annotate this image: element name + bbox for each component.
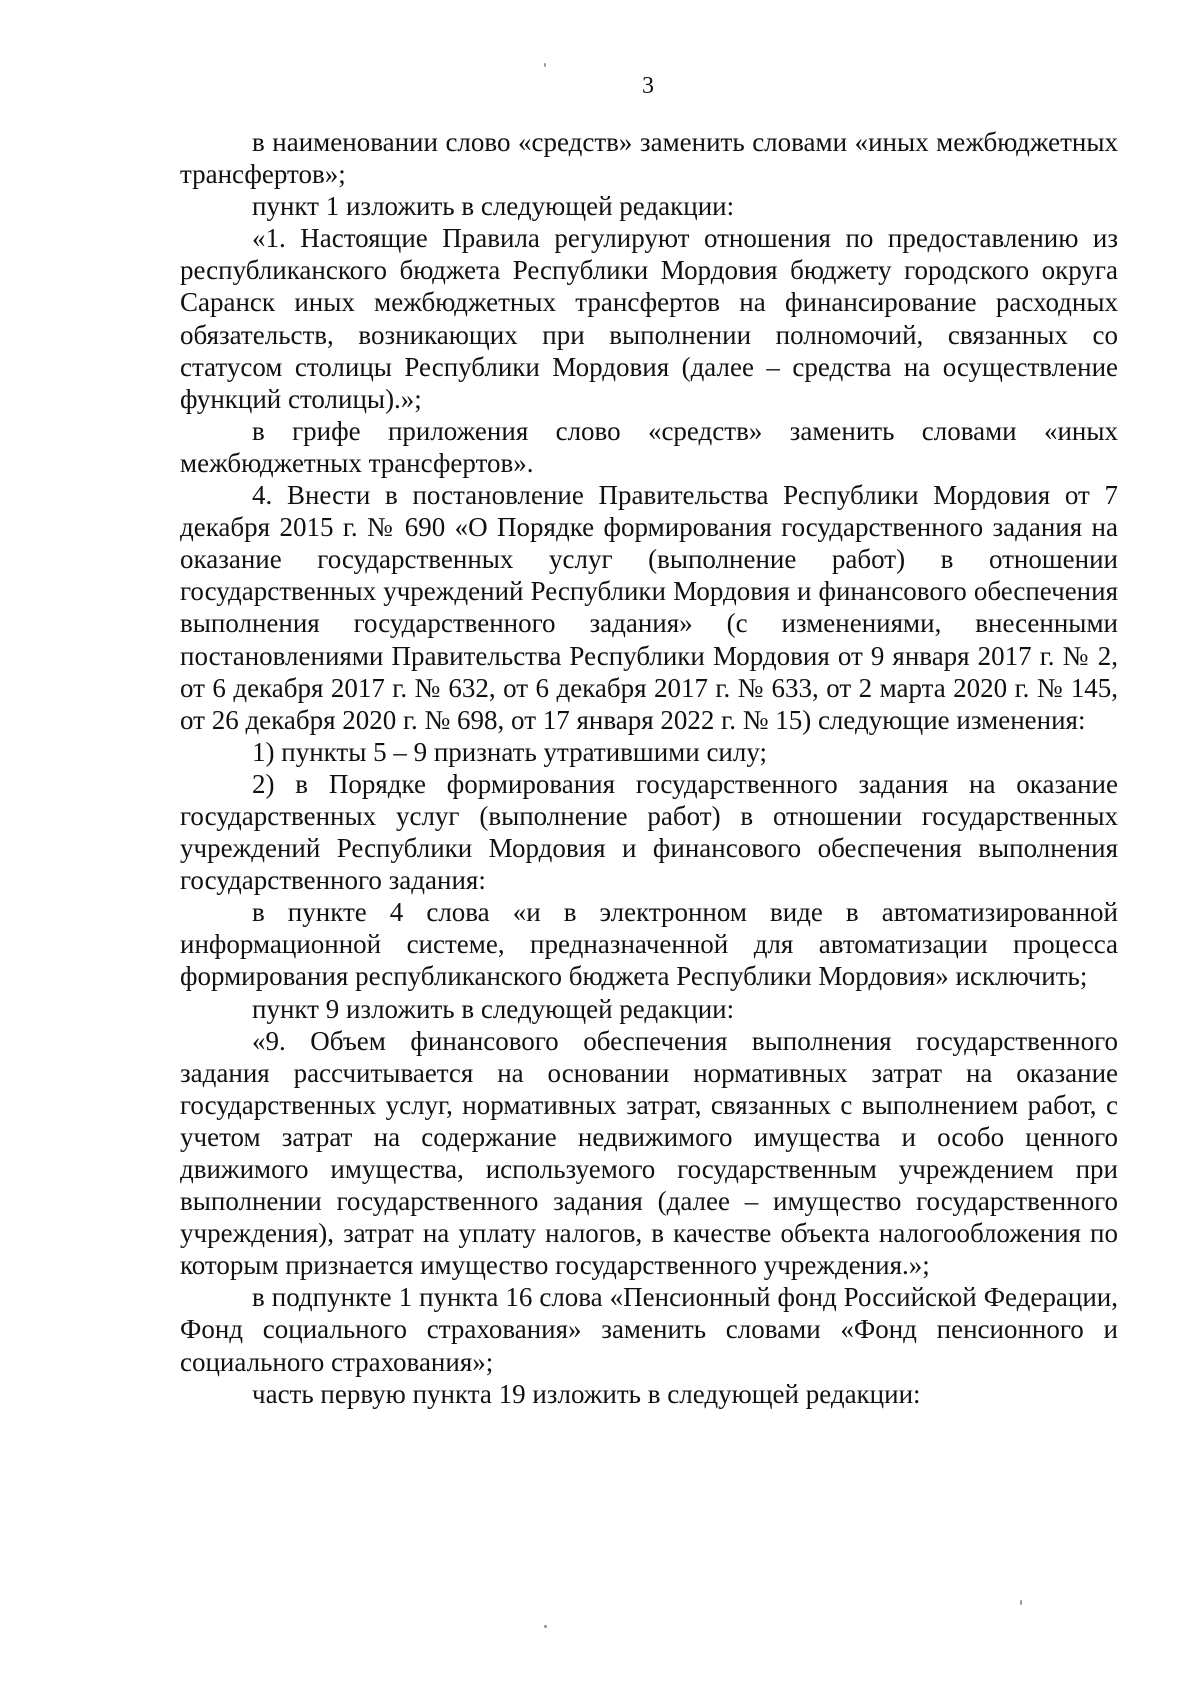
scan-speck <box>544 63 546 67</box>
paragraph-point-9-intro: пункт 9 изложить в следующей редакции: <box>252 993 735 1024</box>
paragraph-rename-title: в наименовании слово «средств» заменить словами «иных межбюджетных трансфертов»; <box>180 127 1118 190</box>
paragraph-item-4: 4. Внести в постановление Правительства Республики Мордовия от 7 декабря 2015 г. № 690 «О Порядке формирования государственного задания на оказание государственных услуг (выполнение работ) в отношении государственных учреждений Республики Мордовия и финансового обеспечения выполнения государственного задания» (с изменениями, внесенными постановлениями Правительства Республики Мордовия от 9 января 2017 г. № 2, от 6 декабря 2017 г. № 632, от 6 декабря 2017 г. № 633, от 2 марта 2020 г. № 145, от 26 декабря 2020 г. № 698, от 17 января 2022 г. № 15) следующие изменения: <box>180 480 1118 735</box>
paragraph-subitem-1: 1) пункты 5 – 9 признать утратившими силу; <box>252 736 767 767</box>
paragraph-point-16-change: в подпункте 1 пункта 16 слова «Пенсионный фонд Российской Федерации, Фонд социального страхования» заменить словами «Фонд пенсионного и социального страхования»; <box>180 1282 1118 1377</box>
paragraph-point-1-text: «1. Настоящие Правила регулируют отношения по предоставлению из республиканского бюджета Республики Мордовия бюджету городского округа Саранск иных межбюджетных трансфертов на финансирование расходных обязательств, возникающих при выполнении полномочий, связанных со статусом столицы Республики Мордовия (далее – средства на осуществление функций столицы).»; <box>180 223 1118 414</box>
paragraph-point-9-text: «9. Объем финансового обеспечения выполнения государственного задания рассчитывается на основании нормативных затрат на оказание государственных услуг, нормативных затрат, связанных с выполнением работ, с учетом затрат на содержание недвижимого имущества и особо ценного движимого имущества, используемого государственным учреждением при выполнении государственного задания (далее – имущество государственного учреждения), затрат на уплату налогов, в качестве объекта налогообложения по которым признается имущество государственного учреждения.»; <box>180 1025 1118 1281</box>
paragraph-point-1-intro: пункт 1 изложить в следующей редакции: <box>252 191 735 222</box>
paragraph-point-4-change: в пункте 4 слова «и в электронном виде в автоматизированной информационной системе, предназначенной для автоматизации процесса формирования республиканского бюджета Республики Мордовия» исключить; <box>180 897 1118 992</box>
paragraph-appendix-stamp: в грифе приложения слово «средств» заменить словами «иных межбюджетных трансфертов». <box>180 415 1118 478</box>
document-body <box>180 126 1118 1410</box>
page-number: 3 <box>642 73 654 99</box>
paragraph-point-19-intro: часть первую пункта 19 изложить в следующей редакции: <box>252 1378 921 1409</box>
scan-speck <box>1020 1600 1022 1605</box>
scan-speck <box>544 1625 547 1628</box>
paragraph-subitem-2: 2) в Порядке формирования государственного задания на оказание государственных услуг (выполнение работ) в отношении государственных учреждений Республики Мордовия и финансового обеспечения выполнения государственного задания: <box>180 768 1118 896</box>
